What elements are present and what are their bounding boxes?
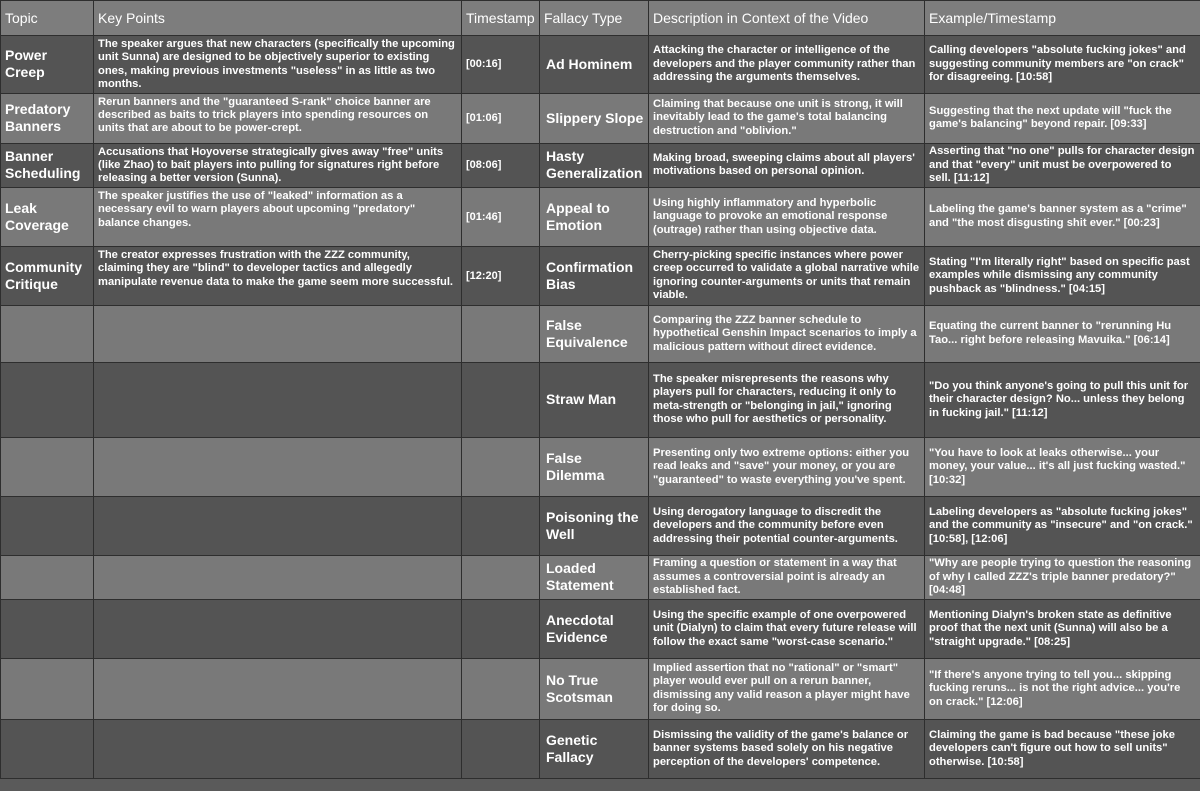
description-cell: Presenting only two extreme options: either you read leaks and "save" your money, or you are "guaranteed" to waste everything you've spent. [649, 437, 925, 496]
description-cell: Using the specific example of one overpowered unit (Dialyn) to claim that every future release will follow the exact same "worst-case scenario." [649, 599, 925, 658]
key-points-cell: The speaker argues that new characters (specifically the upcoming unit Sunna) are designed to be objectively superior to existing ones, making previous investments "useless" in as little as two months. [94, 36, 462, 94]
table-row [1, 362, 1200, 437]
example-cell: Labeling the game's banner system as a "crime" and "the most disgusting shit ever." [00:23] [925, 187, 1200, 246]
key-points-cell: The speaker justifies the use of "leaked" information as a necessary evil to warn players about upcoming "predatory" balance changes. [94, 187, 462, 246]
table-row [1, 187, 1200, 246]
example-cell: Asserting that "no one" pulls for character design and that "every" unit must be overpowered to sell. [11:12] [925, 143, 1200, 187]
key-points-cell [94, 437, 462, 496]
timestamp-cell [462, 437, 540, 496]
key-points-cell [94, 555, 462, 599]
timestamp-cell [462, 496, 540, 555]
description-cell: Cherry-picking specific instances where power creep occurred to validate a global narrative while ignoring counter-arguments or units that remain viable. [649, 246, 925, 305]
timestamp-cell: [00:16] [462, 36, 540, 94]
timestamp-cell: [12:20] [462, 246, 540, 305]
key-points-cell [94, 496, 462, 555]
timestamp-cell [462, 599, 540, 658]
table-row [1, 658, 1200, 719]
example-cell: Calling developers "absolute fucking jokes" and suggesting community members are "on crack" for disagreeing. [10:58] [925, 36, 1200, 94]
topic-cell [1, 496, 94, 555]
header-key-points: Key Points [94, 1, 462, 36]
fallacy-cell: Slippery Slope [540, 93, 649, 143]
key-points-cell [94, 599, 462, 658]
fallacy-cell: Confirmation Bias [540, 246, 649, 305]
description-cell: Comparing the ZZZ banner schedule to hypothetical Genshin Impact scenarios to imply a malicious pattern without direct evidence. [649, 305, 925, 362]
table-row [1, 719, 1200, 778]
fallacy-cell: No True Scotsman [540, 658, 649, 719]
description-cell: Using derogatory language to discredit the developers and the community before even addressing their potential counter-arguments. [649, 496, 925, 555]
description-cell: The speaker misrepresents the reasons why players pull for characters, reducing it only to meta-strength or "belonging in jail," ignoring those who pull for aesthetics or personality. [649, 362, 925, 437]
topic-cell [1, 599, 94, 658]
table-row [1, 437, 1200, 496]
key-points-cell: Rerun banners and the "guaranteed S-rank" choice banner are described as baits to trick players into spending resources on units that are about to be power-crept. [94, 93, 462, 143]
description-cell: Implied assertion that no "rational" or "smart" player would ever pull on a rerun banner, dismissing any valid reason a player might have for doing so. [649, 658, 925, 719]
example-cell: Equating the current banner to "rerunning Hu Tao... right before releasing Mavuika." [06:14] [925, 305, 1200, 362]
topic-cell: Leak Coverage [1, 187, 94, 246]
key-points-cell [94, 362, 462, 437]
header-fallacy-type: Fallacy Type [540, 1, 649, 36]
key-points-cell [94, 658, 462, 719]
key-points-cell [94, 719, 462, 778]
topic-cell: Power Creep [1, 36, 94, 94]
fallacy-cell: Loaded Statement [540, 555, 649, 599]
fallacy-cell: False Equivalence [540, 305, 649, 362]
example-cell: "If there's anyone trying to tell you... skipping fucking reruns... is not the right advice... you're on crack." [12:06] [925, 658, 1200, 719]
example-cell: "You have to look at leaks otherwise... your money, your value... it's all just fucking wasted." [10:32] [925, 437, 1200, 496]
header-example: Example/Timestamp [925, 1, 1200, 36]
timestamp-cell [462, 362, 540, 437]
topic-cell [1, 362, 94, 437]
timestamp-cell [462, 305, 540, 362]
table-row [1, 496, 1200, 555]
description-cell: Using highly inflammatory and hyperbolic language to provoke an emotional response (outrage) rather than using objective data. [649, 187, 925, 246]
header-timestamp: Timestamp [462, 1, 540, 36]
example-cell: Claiming the game is bad because "these joke developers can't figure out how to sell units" otherwise. [10:58] [925, 719, 1200, 778]
topic-cell [1, 658, 94, 719]
example-cell: Suggesting that the next update will "fuck the game's balancing" beyond repair. [09:33] [925, 93, 1200, 143]
key-points-cell: Accusations that Hoyoverse strategically gives away "free" units (like Zhao) to bait players into pulling for signatures right before releasing a better version (Sunna). [94, 143, 462, 187]
header-topic: Topic [1, 1, 94, 36]
example-cell: Labeling developers as "absolute fucking jokes" and the community as "insecure" and "on crack." [10:58], [12:06] [925, 496, 1200, 555]
description-cell: Attacking the character or intelligence of the developers and the player community rather than addressing the arguments themselves. [649, 36, 925, 94]
fallacy-cell: Hasty Generalization [540, 143, 649, 187]
fallacy-cell: False Dilemma [540, 437, 649, 496]
fallacy-cell: Genetic Fallacy [540, 719, 649, 778]
fallacy-cell: Straw Man [540, 362, 649, 437]
header-description: Description in Context of the Video [649, 1, 925, 36]
example-cell: "Do you think anyone's going to pull this unit for their character design? No... unless they belong in fucking jail." [11:12] [925, 362, 1200, 437]
topic-cell [1, 305, 94, 362]
topic-cell: Community Critique [1, 246, 94, 305]
topic-cell [1, 719, 94, 778]
example-cell: Mentioning Dialyn's broken state as definitive proof that the next unit (Sunna) will also be a "straight upgrade." [08:25] [925, 599, 1200, 658]
description-cell: Making broad, sweeping claims about all players' motivations based on personal opinion. [649, 143, 925, 187]
timestamp-cell [462, 658, 540, 719]
topic-cell: Banner Scheduling [1, 143, 94, 187]
fallacy-cell: Anecdotal Evidence [540, 599, 649, 658]
description-cell: Dismissing the validity of the game's balance or banner systems based solely on his negative perception of the developers' competence. [649, 719, 925, 778]
topic-cell: Predatory Banners [1, 93, 94, 143]
example-cell: Stating "I'm literally right" based on specific past examples while dismissing any community pushback as "blindness." [04:15] [925, 246, 1200, 305]
timestamp-cell: [01:46] [462, 187, 540, 246]
table-row [1, 246, 1200, 305]
fallacy-cell: Appeal to Emotion [540, 187, 649, 246]
timestamp-cell [462, 719, 540, 778]
example-cell: "Why are people trying to question the reasoning of why I called ZZZ's triple banner predatory?" [04:48] [925, 555, 1200, 599]
topic-cell [1, 555, 94, 599]
table-row [1, 305, 1200, 362]
table-row [1, 555, 1200, 599]
table-row [1, 599, 1200, 658]
timestamp-cell [462, 555, 540, 599]
table-row [1, 93, 1200, 143]
timestamp-cell: [01:06] [462, 93, 540, 143]
key-points-cell [94, 305, 462, 362]
table-row [1, 143, 1200, 187]
fallacy-cell: Ad Hominem [540, 36, 649, 94]
table-row [1, 36, 1200, 94]
description-cell: Claiming that because one unit is strong, it will inevitably lead to the game's total balancing destruction and "oblivion." [649, 93, 925, 143]
topic-cell [1, 437, 94, 496]
key-points-cell: The creator expresses frustration with the ZZZ community, claiming they are "blind" to developer tactics and allegedly manipulate revenue data to make the game seem more successful. [94, 246, 462, 305]
timestamp-cell: [08:06] [462, 143, 540, 187]
fallacy-cell: Poisoning the Well [540, 496, 649, 555]
description-cell: Framing a question or statement in a way that assumes a controversial point is already an established fact. [649, 555, 925, 599]
header-row [1, 1, 1200, 36]
